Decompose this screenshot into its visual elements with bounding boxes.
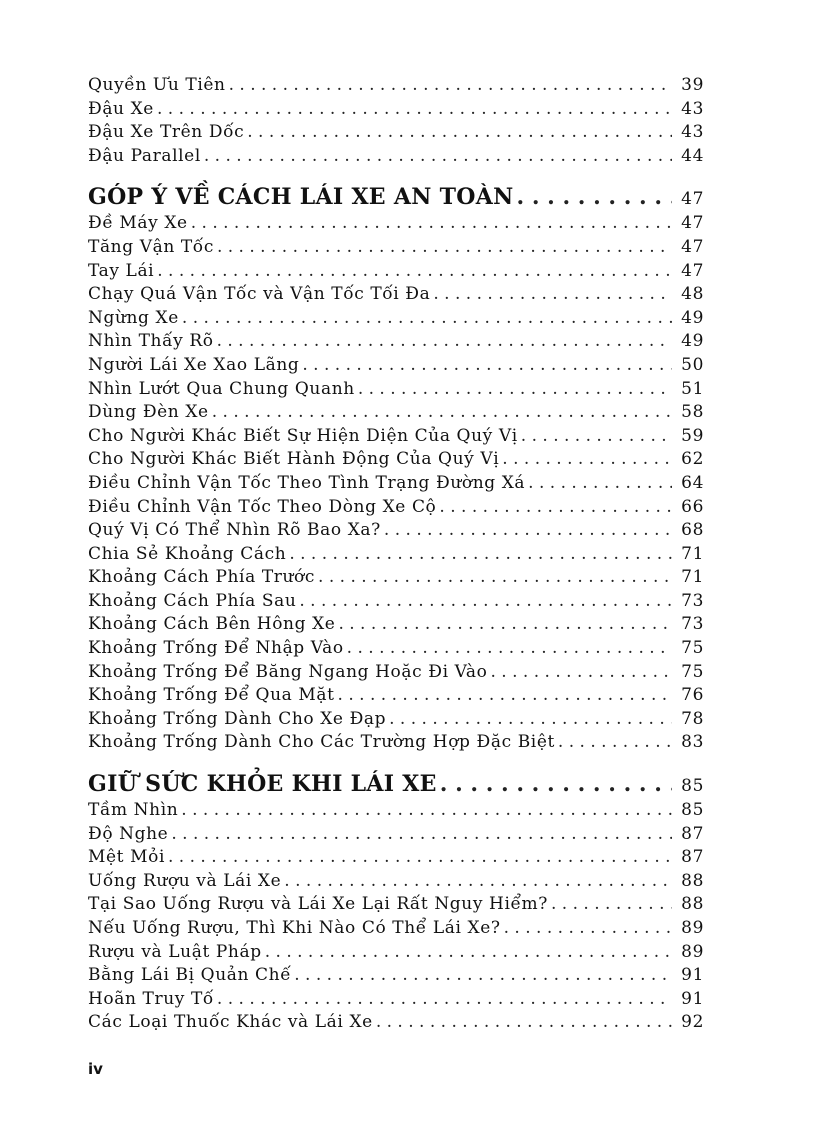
toc-entry-title: Bằng Lái Bị Quản Chế	[88, 965, 292, 986]
toc-entry-title: Dùng Đèn Xe	[88, 402, 209, 423]
toc-entry	[88, 1011, 704, 1035]
toc-entry-title: Nhìn Thấy Rõ	[88, 331, 214, 352]
dot-leader	[217, 330, 672, 354]
toc-entry	[88, 917, 704, 941]
toc-entry-page: 62	[681, 449, 704, 470]
toc-entry	[88, 684, 704, 708]
toc-entry-page: 78	[681, 708, 704, 729]
toc-entry-page: 73	[681, 614, 704, 635]
toc-entry-title: Đề Máy Xe	[88, 213, 188, 234]
toc-entry-title: Tại Sao Uống Rượu và Lái Xe Lại Rất Nguy Hiểm?	[88, 894, 548, 915]
toc-entry-page: 47	[681, 236, 704, 257]
toc-entry-page: 48	[681, 284, 704, 305]
toc-entry	[88, 799, 704, 823]
dot-leader	[284, 870, 672, 894]
dot-leader	[338, 684, 672, 708]
dot-leader	[338, 613, 672, 637]
dot-leader	[551, 893, 672, 917]
toc-entry-page: 43	[681, 122, 704, 143]
toc-entry	[88, 378, 704, 402]
dot-leader	[528, 472, 672, 496]
toc-entry-title: Khoảng Trống Dành Cho Các Trường Hợp Đặc Biệt	[88, 732, 555, 753]
toc-entry-title: Khoảng Cách Phía Trước	[88, 567, 316, 588]
dot-leader	[504, 917, 672, 941]
toc-entry-title: Chia Sẻ Khoảng Cách	[88, 543, 287, 564]
dot-leader	[217, 988, 672, 1012]
toc-entry-page: 68	[681, 520, 704, 541]
toc-entry-title: Độ Nghe	[88, 823, 169, 844]
toc-entry-title: Quyền Ưu Tiên	[88, 75, 226, 95]
toc-entry	[88, 98, 704, 122]
toc-entry	[88, 121, 704, 145]
toc-entry-title: Uống Rượu và Lái Xe	[88, 870, 282, 891]
dot-leader	[358, 378, 672, 402]
dot-leader	[181, 799, 672, 823]
toc-entry-page: 85	[681, 776, 704, 797]
toc-entry-title: Cho Người Khác Biết Sự Hiện Diện Của Quý Vị	[88, 425, 518, 446]
dot-leader	[521, 425, 672, 449]
dot-leader	[389, 708, 672, 732]
toc-entry-page: 43	[681, 98, 704, 119]
toc-entry	[88, 212, 704, 236]
dot-leader	[217, 236, 672, 260]
toc-entry-page: 89	[681, 918, 704, 938]
dot-leader	[558, 731, 672, 755]
toc-entry-title: Khoảng Trống Dành Cho Xe Đạp	[88, 708, 387, 729]
toc-entry	[88, 941, 704, 965]
toc-entry-title: Nếu Uống Rượu, Thì Khi Nào Có Thể Lái Xe?	[88, 918, 501, 938]
toc-entry-page: 85	[681, 800, 704, 821]
toc-entry-page: 76	[681, 685, 704, 706]
toc-entry-title: Khoảng Cách Bên Hông Xe	[88, 614, 336, 635]
toc-entry-title: Đậu Parallel	[88, 145, 201, 166]
toc-entry-page: 89	[681, 941, 704, 962]
toc-entry	[88, 354, 704, 378]
dot-leader	[168, 846, 672, 870]
table-of-contents	[88, 74, 704, 1035]
toc-entry-title: Mệt Mỏi	[88, 847, 165, 868]
toc-entry-page: 88	[681, 870, 704, 891]
toc-entry	[88, 472, 704, 496]
toc-entry-title: Điều Chỉnh Vận Tốc Theo Tình Trạng Đường Xá	[88, 472, 526, 493]
toc-entry-page: 39	[681, 75, 704, 95]
dot-leader	[289, 543, 672, 567]
dot-leader	[347, 637, 672, 661]
toc-section-heading	[88, 769, 704, 799]
toc-entry	[88, 661, 704, 685]
toc-entry-page: 47	[681, 189, 704, 210]
toc-entry-title: Khoảng Trống Để Qua Mặt	[88, 685, 335, 706]
toc-entry-page: 87	[681, 823, 704, 844]
dot-leader	[171, 823, 672, 847]
dot-leader	[299, 590, 672, 614]
toc-entry	[88, 823, 704, 847]
toc-entry-page: 47	[681, 260, 704, 281]
toc-entry-page: 49	[681, 331, 704, 352]
toc-entry-page: 83	[681, 732, 704, 753]
toc-entry-title: Hoãn Truy Tố	[88, 988, 214, 1009]
toc-section-heading	[88, 182, 704, 212]
toc-entry-page: 75	[681, 638, 704, 659]
toc-entry	[88, 448, 704, 472]
toc-entry-title: Tay Lái	[88, 260, 155, 281]
toc-entry-page: 91	[681, 988, 704, 1009]
toc-entry	[88, 401, 704, 425]
toc-entry	[88, 613, 704, 637]
toc-entry	[88, 283, 704, 307]
dot-leader	[157, 260, 672, 284]
toc-entry	[88, 846, 704, 870]
toc-entry-title: Nhìn Lướt Qua Chung Quanh	[88, 378, 355, 399]
toc-entry-title: Quý Vị Có Thể Nhìn Rõ Bao Xa?	[88, 520, 381, 541]
toc-entry	[88, 566, 704, 590]
toc-entry-title: Người Lái Xe Xao Lãng	[88, 354, 300, 375]
toc-entry-title: Rượu và Luật Pháp	[88, 941, 262, 962]
dot-leader	[229, 74, 672, 98]
toc-entry-page: 58	[681, 402, 704, 423]
toc-entry	[88, 236, 704, 260]
toc-entry	[88, 964, 704, 988]
toc-entry-title: Khoảng Trống Để Nhập Vào	[88, 638, 344, 659]
toc-entry-page: 71	[681, 567, 704, 588]
toc-entry-title: Khoảng Cách Phía Sau	[88, 590, 297, 611]
toc-entry	[88, 543, 704, 567]
dot-leader	[439, 496, 672, 520]
dot-leader	[191, 212, 672, 236]
toc-entry	[88, 74, 704, 98]
toc-entry-page: 92	[681, 1012, 704, 1033]
dot-leader	[433, 283, 672, 307]
toc-entry	[88, 893, 704, 917]
dot-leader	[517, 182, 673, 212]
toc-entry-title: Chạy Quá Vận Tốc và Vận Tốc Tối Đa	[88, 284, 431, 305]
toc-entry-page: 47	[681, 213, 704, 234]
toc-entry	[88, 496, 704, 520]
toc-entry	[88, 307, 704, 331]
toc-entry	[88, 590, 704, 614]
toc-entry-title: Tăng Vận Tốc	[88, 236, 214, 257]
toc-entry	[88, 988, 704, 1012]
toc-entry	[88, 870, 704, 894]
dot-leader	[204, 145, 672, 169]
toc-entry	[88, 519, 704, 543]
toc-entry-title: Đậu Xe	[88, 98, 154, 119]
toc-entry-page: 71	[681, 543, 704, 564]
dot-leader	[182, 307, 672, 331]
dot-leader	[302, 354, 672, 378]
toc-entry-page: 87	[681, 847, 704, 868]
toc-entry-title: Tầm Nhìn	[88, 800, 179, 821]
toc-entry-title: Các Loại Thuốc Khác và Lái Xe	[88, 1012, 373, 1033]
toc-entry	[88, 637, 704, 661]
toc-entry-page: 64	[681, 472, 704, 493]
dot-leader	[384, 519, 672, 543]
toc-entry-title: Khoảng Trống Để Băng Ngang Hoặc Đi Vào	[88, 661, 488, 682]
toc-entry-title: Cho Người Khác Biết Hành Động Của Quý Vị	[88, 449, 500, 470]
toc-entry-page: 50	[681, 354, 704, 375]
toc-entry-title: Đậu Xe Trên Dốc	[88, 122, 245, 143]
toc-entry-page: 44	[681, 145, 704, 166]
dot-leader	[294, 964, 672, 988]
toc-entry-title: Ngừng Xe	[88, 307, 179, 328]
toc-entry	[88, 260, 704, 284]
toc-entry	[88, 145, 704, 169]
dot-leader	[491, 661, 673, 685]
dot-leader	[265, 941, 672, 965]
toc-entry-page: 75	[681, 661, 704, 682]
toc-entry	[88, 330, 704, 354]
dot-leader	[376, 1011, 672, 1035]
toc-entry	[88, 708, 704, 732]
dot-leader	[247, 121, 672, 145]
toc-entry-title: GÓP Ý VỀ CÁCH LÁI XE AN TOÀN	[88, 184, 514, 211]
dot-leader	[502, 448, 672, 472]
toc-entry-page: 49	[681, 307, 704, 328]
toc-entry	[88, 731, 704, 755]
toc-entry-page: 73	[681, 590, 704, 611]
toc-entry-title: GIỮ SỨC KHỎE KHI LÁI XE	[88, 771, 437, 798]
toc-entry-page: 66	[681, 496, 704, 517]
toc-entry-page: 59	[681, 425, 704, 446]
dot-leader	[157, 98, 672, 122]
toc-entry-page: 88	[681, 894, 704, 915]
toc-entry-page: 51	[681, 378, 704, 399]
dot-leader	[440, 769, 672, 799]
toc-entry-page: 91	[681, 965, 704, 986]
toc-entry	[88, 425, 704, 449]
page-number: iv	[88, 1060, 103, 1078]
toc-entry-title: Điều Chỉnh Vận Tốc Theo Dòng Xe Cộ	[88, 496, 437, 517]
dot-leader	[212, 401, 672, 425]
dot-leader	[318, 566, 672, 590]
